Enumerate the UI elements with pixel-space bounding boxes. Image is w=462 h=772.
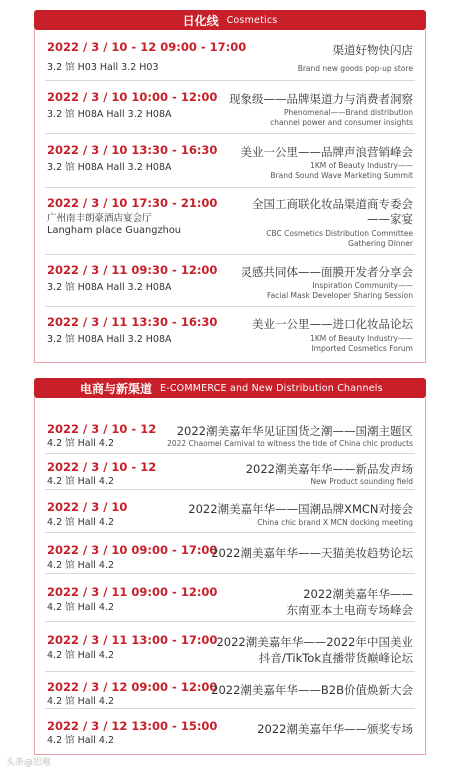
event-date: 2022 / 3 / 11 13:00 - 17:00 — [47, 633, 218, 647]
section-header-cosmetics — [34, 10, 426, 30]
schedule-item — [45, 422, 415, 454]
event-title: 2022潮美嘉年华——2022年中国美业 — [216, 635, 413, 649]
event-subtitle-line2: Facial Mask Developer Sharing Session — [267, 291, 413, 300]
event-title-line2: 东南亚本土电商专场峰会 — [286, 603, 413, 617]
event-date: 2022 / 3 / 12 13:00 - 15:00 — [47, 719, 218, 733]
schedule-item — [45, 315, 415, 359]
schedule-item — [45, 719, 415, 749]
schedule-item — [45, 680, 415, 709]
event-location: 4.2 馆 Hall 4.2 — [47, 476, 115, 487]
event-title: 现象级——品牌渠道力与消费者洞察 — [229, 92, 413, 106]
event-location: 3.2 馆 H08A Hall 3.2 H08A — [47, 162, 172, 173]
event-title: 美业一公里——进口化妆品论坛 — [252, 317, 413, 331]
schedule-item — [45, 196, 415, 255]
event-title: 渠道好物快闪店 — [332, 43, 413, 57]
schedule-item — [45, 633, 415, 672]
schedule-item — [45, 460, 415, 490]
event-location: 3.2 馆 H03 Hall 3.2 H03 — [47, 62, 159, 73]
event-title: 2022潮美嘉年华——天猫美妆趋势论坛 — [211, 546, 413, 560]
schedule-item — [45, 40, 415, 81]
event-location: 3.2 馆 H08A Hall 3.2 H08A — [47, 334, 172, 345]
schedule-item — [45, 500, 415, 533]
event-title: 灵感共同体——面膜开发者分享会 — [240, 265, 413, 279]
event-title: 美业一公里——品牌声浪营销峰会 — [240, 145, 413, 159]
event-title: 2022潮美嘉年华——国潮品牌XMCN对接会 — [188, 502, 413, 516]
event-title: 2022潮美嘉年华—— — [303, 587, 413, 601]
event-date: 2022 / 3 / 10 10:00 - 12:00 — [47, 90, 218, 104]
event-subtitle: 1KM of Beauty Industry—— — [310, 334, 413, 343]
event-date: 2022 / 3 / 10 - 12 09:00 - 17:00 — [47, 40, 247, 54]
event-date: 2022 / 3 / 10 — [47, 500, 128, 514]
event-subtitle: Phenomenal——Brand distribution — [283, 108, 413, 117]
event-date: 2022 / 3 / 10 13:30 - 16:30 — [47, 143, 218, 157]
event-date: 2022 / 3 / 11 09:00 - 12:00 — [47, 585, 218, 599]
event-date: 2022 / 3 / 10 17:30 - 21:00 — [47, 196, 218, 210]
event-title: 2022潮美嘉年华——颁奖专场 — [257, 722, 413, 736]
event-title: 2022潮美嘉年华——新品发声场 — [245, 462, 413, 476]
event-subtitle-line2: channel power and consumer insights — [270, 118, 413, 127]
schedule-item — [45, 263, 415, 307]
event-subtitle-line2: Imported Cosmetics Forum — [311, 344, 413, 353]
event-title-line2: 抖音/TikTok直播带货巅峰论坛 — [258, 651, 413, 665]
section-title-en: Cosmetics — [226, 14, 278, 26]
event-date: 2022 / 3 / 10 - 12 — [47, 460, 157, 474]
event-subtitle: New Product sounding field — [310, 477, 413, 486]
event-location: 4.2 馆 Hall 4.2 — [47, 735, 115, 746]
schedule-item — [45, 543, 415, 574]
event-date: 2022 / 3 / 11 09:30 - 12:00 — [47, 263, 218, 277]
section-title-en: E-COMMERCE and New Distribution Channels — [160, 382, 383, 394]
event-subtitle-line2: Gathering Dinner — [348, 239, 413, 248]
event-location: 4.2 馆 Hall 4.2 — [47, 650, 115, 661]
event-location: 3.2 馆 H08A Hall 3.2 H08A — [47, 282, 172, 293]
cosmetics-schedule-panel — [34, 30, 426, 363]
event-subtitle: China chic brand X MCN docking meeting — [257, 518, 413, 527]
event-location: 4.2 馆 Hall 4.2 — [47, 560, 115, 571]
event-subtitle: CBC Cosmetics Distribution Committee — [266, 229, 413, 238]
watermark: 头条@思唯 — [6, 758, 52, 768]
event-date: 2022 / 3 / 12 09:00 - 12:00 — [47, 680, 218, 694]
schedule-item — [45, 143, 415, 188]
section-title-zh: 电商与新渠道 — [80, 381, 153, 396]
section-title-zh: 日化线 — [182, 13, 219, 28]
event-subtitle: Inspiration Community—— — [312, 281, 413, 290]
event-location: 4.2 馆 Hall 4.2 — [47, 602, 115, 613]
event-title: 2022潮美嘉年华——B2B价值焕新大会 — [211, 683, 413, 697]
event-subtitle: 1KM of Beauty Industry—— — [310, 161, 413, 170]
ecommerce-schedule-panel — [34, 398, 426, 755]
event-location: 4.2 馆 Hall 4.2 — [47, 517, 115, 528]
schedule-item — [45, 90, 415, 134]
event-date: 2022 / 3 / 11 13:30 - 16:30 — [47, 315, 218, 329]
event-location: 4.2 馆 Hall 4.2 — [47, 696, 115, 707]
event-subtitle: Brand new goods pop-up store — [297, 64, 413, 73]
event-title: 2022潮美嘉年华见证国货之潮——国潮主题区 — [176, 424, 413, 438]
event-subtitle-line2: Brand Sound Wave Marketing Summit — [270, 171, 413, 180]
event-title: 全国工商联化妆品渠道商专委会 — [252, 197, 413, 211]
event-location-en: Langham place Guangzhou — [47, 225, 182, 236]
event-title-line2: ——家宴 — [367, 212, 413, 226]
event-location: 3.2 馆 H08A Hall 3.2 H08A — [47, 109, 172, 120]
event-location: 广州南丰朗豪酒店宴会厅 — [47, 213, 152, 224]
event-date: 2022 / 3 / 10 09:00 - 17:00 — [47, 543, 218, 557]
section-header-ecommerce — [34, 378, 426, 398]
schedule-item — [45, 585, 415, 622]
event-subtitle: 2022 Chaomei Carnival to witness the tide of China chic products — [167, 439, 413, 448]
event-location: 4.2 馆 Hall 4.2 — [47, 438, 115, 449]
event-date: 2022 / 3 / 10 - 12 — [47, 422, 157, 436]
